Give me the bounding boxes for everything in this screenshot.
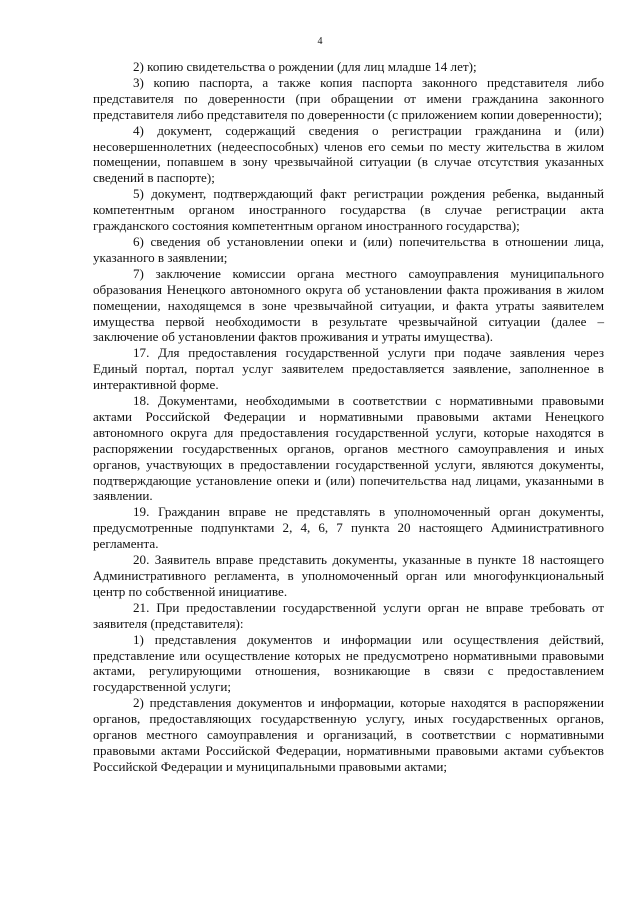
document-body [93, 59, 604, 775]
paragraph-clause-21: 21. При предоставлении государственной услуги орган не вправе требовать от заявителя (представителя): [93, 599, 604, 631]
paragraph-item-2: 2) копию свидетельства о рождении (для лиц младше 14 лет); [133, 59, 477, 74]
paragraph-item-5: 5) документ, подтверждающий факт регистрации рождения ребенка, выданный компетентным органом иностранного государства (в случае регистрации акта гражданского состояния компетентным органом иностранного государства); [93, 186, 604, 234]
paragraph-clause-20: 20. Заявитель вправе представить документы, указанные в пункте 18 настоящего Административного регламента, в уполномоченный орган или многофункциональный центр по собственной инициативе. [93, 552, 604, 599]
paragraph-subitem-1: 1) представления документов и информации или осуществления действий, представление или осуществление которых не предусмотрено нормативными правовыми актами, регулирующими отношения, возникающие в связи с предоставлением государственной услуги; [93, 631, 604, 695]
page-number: 4 [317, 36, 323, 47]
paragraph-item-4: 4) документ, содержащий сведения о регистрации гражданина и (или) несовершеннолетних (недееспособных) членов его семьи по месту жительства в жилом помещении, попавшем в зону чрезвычайной ситуации (в случае отсутствия указанных сведений в паспорте); [93, 122, 604, 186]
paragraph-item-3: 3) копию паспорта, а также копия паспорта законного представителя либо представителя по доверенности (при обращении от имени гражданина законного представителя либо представителя по доверенности (с приложением копии доверенности); [93, 74, 604, 122]
paragraph-clause-18: 18. Документами, необходимыми в соответствии с нормативными правовыми актами Российской Федерации и нормативными правовыми актами Ненецкого автономного округа для предоставления государственной услуги, которые находятся в распоряжении государственных органов, органов местного самоуправления и иных органов, участвующих в предоставлении государственной услуги, являются документы, подтверждающие установление опеки и (или) попечительства над лицами, указанными в заявлении. [93, 393, 604, 504]
paragraph-subitem-2: 2) представления документов и информации, которые находятся в распоряжении органов, предоставляющих государственную услугу, иных государственных органов, органов местного самоуправления и организаций, в соответствии с нормативными правовыми актами Российской Федерации, нормативными правовыми актами субъектов Российской Федерации и муниципальными правовыми актами; [93, 695, 604, 774]
paragraph-clause-17: 17. Для предоставления государственной услуги при подаче заявления через Единый портал, портал услуг заявителем предоставляется заявление, заполненное в интерактивной форме. [93, 345, 604, 393]
paragraph-item-6: 6) сведения об установлении опеки и (или) попечительства в отношении лица, указанного в заявлении; [93, 233, 604, 265]
paragraph-clause-19: 19. Гражданин вправе не представлять в уполномоченный орган документы, предусмотренные подпунктами 2, 4, 6, 7 пункта 20 настоящего Административного регламента. [93, 504, 604, 552]
paragraph-item-7: 7) заключение комиссии органа местного самоуправления муниципального образования Ненецкого автономного округа об установлении факта проживания в жилом помещении, находящемся в зоне чрезвычайной ситуации, и факта утраты заявителем имущества первой необходимости в результате чрезвычайной ситуации (далее – заключение об установлении фактов проживания и утраты имущества). [93, 265, 604, 345]
